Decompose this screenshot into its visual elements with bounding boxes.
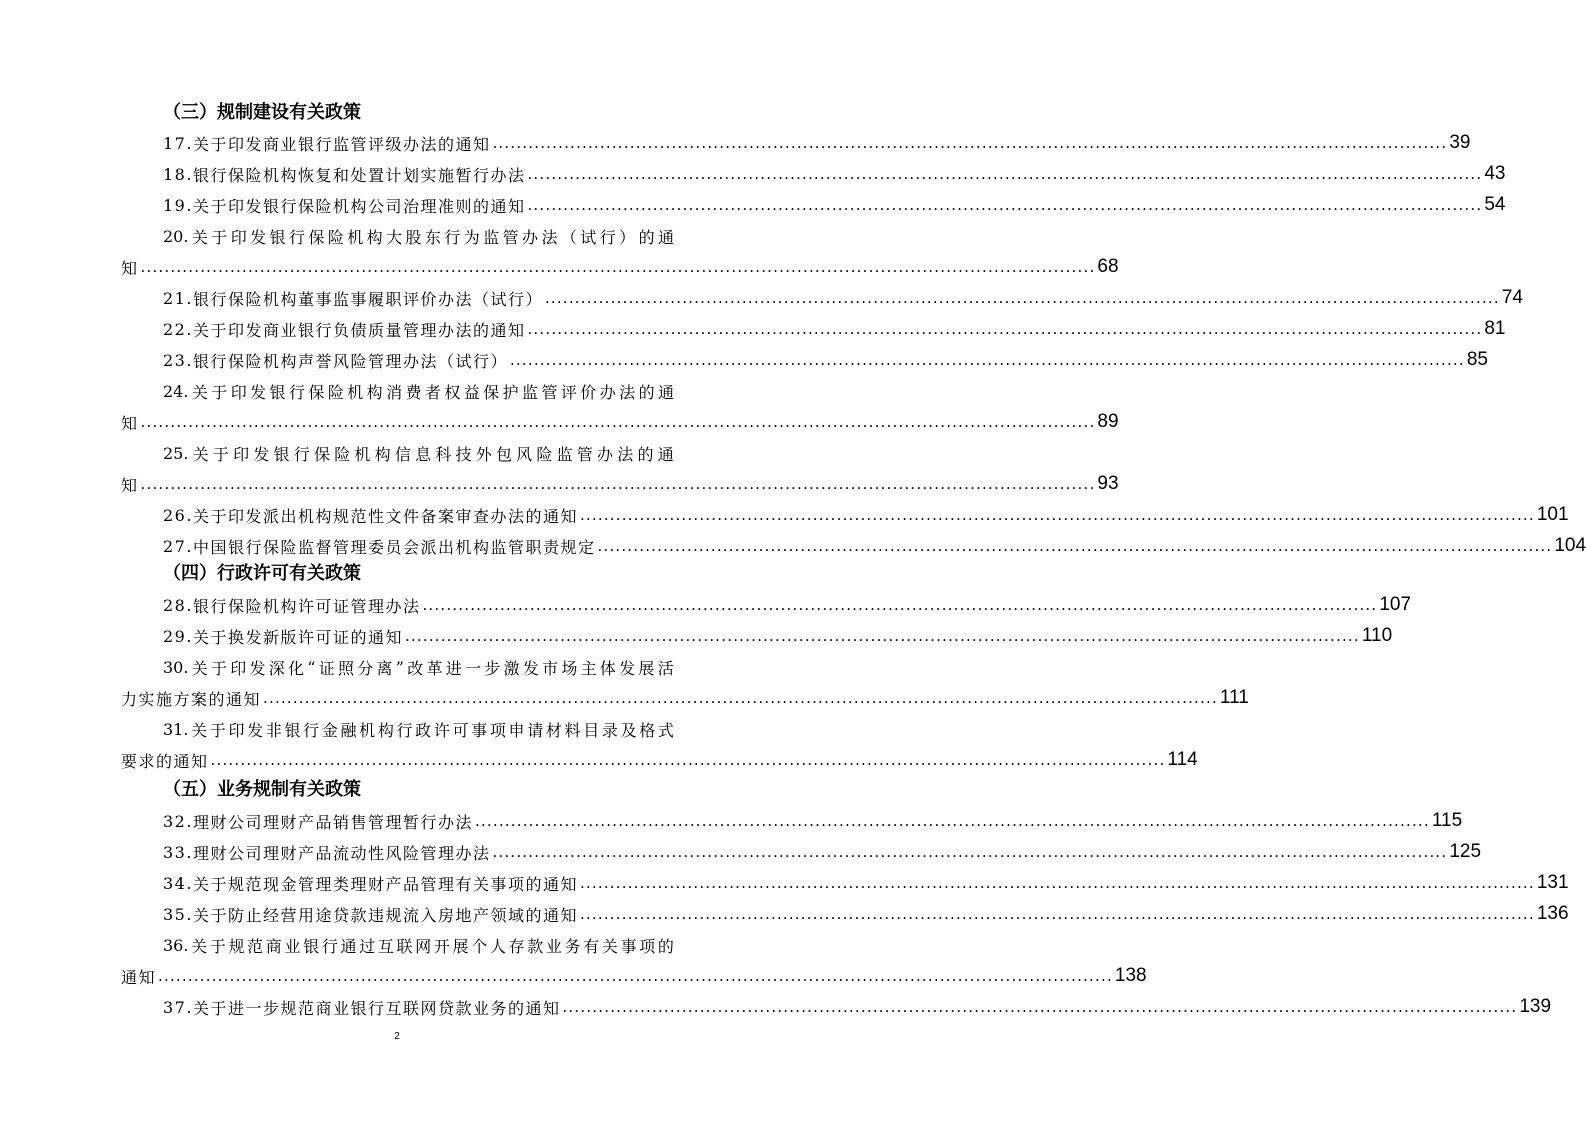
entry-title-char: 展	[638, 658, 655, 678]
entry-number: 35.	[163, 904, 193, 924]
page-ref: 131	[1536, 872, 1569, 893]
entry-title-char: 开	[433, 936, 450, 956]
toc-entry[interactable]	[121, 377, 1119, 436]
page-ref: 115	[1431, 810, 1463, 831]
page-ref: 111	[1219, 687, 1249, 708]
entry-title-char: 的	[638, 382, 655, 402]
toc-entry[interactable]	[121, 284, 1523, 312]
entry-number: 25.	[163, 443, 189, 463]
dot-leader: ................................................................................................................................................................	[422, 596, 1378, 614]
entry-number: 18.	[163, 164, 193, 184]
toc-entry-line	[163, 653, 674, 681]
entry-title-char: 发	[619, 658, 636, 678]
toc-entry-line	[163, 622, 1393, 650]
entry-title-continued: 知	[121, 413, 139, 433]
entry-title-char: 东	[424, 227, 441, 247]
dot-leader: ................................................................................................................................................................	[527, 196, 1483, 214]
entry-title-char: 及	[620, 720, 637, 740]
entry-title: 关于规范现金管理类理财产品管理有关事项的通知	[192, 874, 578, 894]
page-ref: 139	[1519, 996, 1552, 1017]
entry-title-char: “	[307, 657, 316, 677]
entry-title-char: 场	[561, 658, 578, 678]
entry-title-char: 人	[489, 936, 506, 956]
page-ref: 93	[1097, 473, 1119, 494]
entry-number: 19.	[163, 195, 193, 215]
toc-entry-line	[163, 591, 1412, 619]
entry-number: 29.	[163, 626, 193, 646]
entry-title-char: 行	[288, 227, 305, 247]
toc-entry-line	[163, 377, 674, 405]
entry-title-char: 关	[191, 227, 208, 247]
entry-title-char: 业	[284, 936, 301, 956]
entry-title-char: （	[560, 227, 577, 247]
entry-title-char: 发	[253, 444, 270, 464]
dot-leader: ................................................................................................................................................................	[474, 812, 1430, 830]
page-ref: 81	[1484, 318, 1506, 339]
entry-title-continued: 要求的通知	[121, 751, 209, 771]
dot-leader: ................................................................................................................................................................	[263, 689, 1218, 707]
entry-title-char: 事	[620, 936, 637, 956]
dot-leader: ................................................................................................................................................................	[509, 351, 1465, 369]
entry-title-char: 录	[601, 720, 618, 740]
dot-leader: ................................................................................................................................................................	[527, 320, 1483, 338]
toc-entry-line	[163, 931, 674, 959]
entry-title-char: 互	[377, 936, 394, 956]
toc-entry-line	[121, 408, 1119, 436]
entry-title-char: 监	[522, 382, 539, 402]
entry-title-char: 监	[483, 227, 500, 247]
entry-title-char: 项	[639, 936, 656, 956]
toc-entry[interactable]	[121, 869, 1569, 897]
entry-title-char: 过	[359, 936, 376, 956]
entry-title-char: 险	[536, 444, 553, 464]
entry-title-char: 包	[495, 444, 512, 464]
entry-title-char: 风	[516, 444, 533, 464]
entry-title-continued: 知	[121, 258, 139, 278]
entry-title-char: 业	[545, 936, 562, 956]
page-ref: 43	[1484, 163, 1506, 184]
entry-title-continued: 力实施方案的通知	[121, 689, 262, 709]
toc-entry-line	[163, 532, 1586, 560]
toc-entry[interactable]	[121, 591, 1412, 619]
entry-title-char: 存	[508, 936, 525, 956]
entry-title-char: 消	[386, 382, 403, 402]
toc-entry-line	[163, 439, 674, 467]
toc-entry[interactable]	[121, 715, 1198, 774]
entry-title-char: 为	[463, 227, 480, 247]
page-ref: 136	[1536, 903, 1569, 924]
entry-title-char: 的	[637, 444, 654, 464]
toc-entry-line	[163, 129, 1471, 157]
entry-title-char: 行	[444, 227, 461, 247]
entry-title-char: 险	[327, 382, 344, 402]
entry-title-char: 发	[249, 658, 266, 678]
entry-title-char: 网	[415, 936, 432, 956]
entry-number: 24.	[163, 381, 189, 401]
entry-title-char: 于	[212, 444, 229, 464]
entry-number: 23.	[163, 350, 193, 370]
page-ref: 101	[1536, 504, 1569, 525]
entry-title-char: 激	[503, 658, 520, 678]
entry-title-char: 关	[191, 720, 208, 740]
dot-leader: ................................................................................................................................................................	[140, 258, 1096, 276]
toc-entry[interactable]	[121, 160, 1506, 188]
entry-number: 26.	[163, 505, 193, 525]
entry-title-char: 股	[405, 227, 422, 247]
entry-title-char: 息	[415, 444, 432, 464]
dot-leader: ................................................................................................................................................................	[492, 843, 1448, 861]
entry-title-char: 商	[265, 936, 282, 956]
entry-title-char: 通	[657, 227, 674, 247]
entry-title-char: 目	[583, 720, 600, 740]
page-ref: 114	[1167, 749, 1198, 770]
entry-title-char: 于	[211, 227, 228, 247]
entry-title-char: 外	[475, 444, 492, 464]
toc-entry[interactable]	[121, 129, 1471, 157]
entry-title-char: 办	[597, 444, 614, 464]
entry-title-char: 办	[522, 227, 539, 247]
toc-entry-line	[163, 715, 674, 743]
entry-title-char: 申	[508, 720, 525, 740]
entry-title-char: 主	[580, 658, 597, 678]
page-ref: 39	[1449, 132, 1471, 153]
entry-title-char: 法	[619, 382, 636, 402]
entry-title-char: 印	[230, 658, 247, 678]
entry-title-char: 款	[527, 936, 544, 956]
entry-title-char: 机	[359, 720, 376, 740]
entry-title-char: 构	[374, 444, 391, 464]
dot-leader: ................................................................................................................................................................	[492, 134, 1448, 152]
toc-entry[interactable]	[121, 222, 1119, 281]
section-heading: （三）规制建设有关政策	[163, 102, 361, 123]
page-ref: 110	[1361, 625, 1393, 646]
page-number: 2	[394, 1031, 400, 1042]
entry-title-char: 法	[617, 444, 634, 464]
toc-entry-line	[163, 900, 1569, 928]
entry-title-char: 一	[465, 658, 482, 678]
entry-title-char: 办	[599, 382, 616, 402]
entry-title-char: 规	[228, 936, 245, 956]
entry-title-char: 试	[580, 227, 597, 247]
entry-title: 关于印发派出机构规范性文件备案审查办法的通知	[192, 506, 578, 526]
entry-title-char: 大	[386, 227, 403, 247]
page-ref: 104	[1554, 535, 1586, 556]
dot-leader: ................................................................................................................................................................	[210, 751, 1166, 769]
entry-title-char: 发	[250, 382, 267, 402]
entry-number: 17.	[163, 133, 193, 153]
entry-title-char: 金	[321, 720, 338, 740]
entry-title-char: 于	[209, 720, 226, 740]
entry-title-char: 证	[318, 658, 335, 678]
page-ref: 125	[1449, 841, 1482, 862]
entry-title-char: 保	[308, 227, 325, 247]
entry-title-char: 化	[288, 658, 305, 678]
entry-title-char: 材	[545, 720, 562, 740]
entry-title: 理财公司理财产品流动性风险管理办法	[192, 843, 491, 863]
entry-title-char: 的	[638, 227, 655, 247]
page-ref: 89	[1097, 411, 1119, 432]
dot-leader: ................................................................................................................................................................	[404, 627, 1360, 645]
toc-entry[interactable]	[121, 807, 1463, 835]
entry-title-char: 行	[293, 444, 310, 464]
toc-entry[interactable]	[121, 346, 1488, 374]
section-heading: （五）业务规制有关政策	[163, 779, 361, 800]
entry-number: 36.	[163, 935, 189, 955]
entry-title-char: 事	[471, 720, 488, 740]
entry-title-char: 政	[415, 720, 432, 740]
entry-title-char: 银	[284, 720, 301, 740]
section-heading: （四）行政许可有关政策	[163, 563, 361, 584]
entry-title-char: 法	[541, 227, 558, 247]
entry-title-char: 发	[247, 720, 264, 740]
entry-title: 关于防止经营用途贷款违规流入房地产领域的通知	[192, 905, 578, 925]
entry-title: 银行保险机构声誉风险管理办法（试行）	[192, 351, 508, 371]
entry-title: 中国银行保险监督管理委员会派出机构监管职责规定	[192, 537, 596, 557]
toc-entry[interactable]	[121, 622, 1393, 650]
entry-title-char: 通	[657, 382, 674, 402]
entry-title-char: 印	[228, 720, 245, 740]
page-ref: 74	[1501, 287, 1523, 308]
entry-title-continued: 知	[121, 475, 139, 495]
toc-entry[interactable]	[121, 532, 1586, 560]
entry-title-char: 行	[396, 720, 413, 740]
entry-title-char: 科	[435, 444, 452, 464]
dot-leader: ................................................................................................................................................................	[544, 289, 1500, 307]
entry-title-char: 于	[210, 658, 227, 678]
entry-number: 21.	[163, 288, 193, 308]
entry-title-char: 发	[522, 658, 539, 678]
entry-title-char: 步	[484, 658, 501, 678]
entry-title-char: 的	[657, 936, 674, 956]
entry-title-char: 印	[230, 382, 247, 402]
entry-title-char: 护	[502, 382, 519, 402]
entry-title-char: 信	[394, 444, 411, 464]
entry-title-char: 离	[376, 658, 393, 678]
entry-title-char: 银	[269, 382, 286, 402]
toc-entry-line	[163, 993, 1552, 1021]
entry-title: 理财公司理财产品销售管理暂行办法	[192, 812, 473, 832]
entry-title-char: 权	[444, 382, 461, 402]
page-ref: 138	[1114, 965, 1147, 986]
toc-entry-line	[121, 253, 1119, 281]
dot-leader: ................................................................................................................................................................	[562, 998, 1518, 1016]
entry-title: 关于进一步规范商业银行互联网贷款业务的通知	[192, 998, 561, 1018]
page-ref: 107	[1379, 594, 1412, 615]
entry-title-char: 通	[340, 936, 357, 956]
entry-title-char: 格	[639, 720, 656, 740]
entry-title-char: 务	[564, 936, 581, 956]
entry-title-char: 印	[233, 444, 250, 464]
entry-title-char: 行	[599, 227, 616, 247]
entry-title-char: 险	[334, 444, 351, 464]
toc-entry-line	[121, 684, 1249, 712]
entry-title: 银行保险机构许可证管理办法	[192, 596, 421, 616]
dot-leader: ................................................................................................................................................................	[579, 905, 1535, 923]
entry-title-char: ）	[619, 227, 636, 247]
entry-title-char: 者	[424, 382, 441, 402]
toc-entry-line	[163, 284, 1523, 312]
entry-title-char: 构	[377, 720, 394, 740]
entry-number: 32.	[163, 811, 193, 831]
entry-number: 33.	[163, 842, 193, 862]
entry-title-char: 技	[455, 444, 472, 464]
entry-title-char: 行	[303, 720, 320, 740]
entry-title-char: 改	[407, 658, 424, 678]
entry-title-char: 关	[191, 658, 208, 678]
entry-title-char: 管	[502, 227, 519, 247]
entry-number: 20.	[163, 226, 189, 246]
entry-title-char: 关	[191, 382, 208, 402]
page-ref: 68	[1097, 256, 1119, 277]
toc-entry-line	[163, 838, 1482, 866]
entry-title-char: 管	[541, 382, 558, 402]
dot-leader: ................................................................................................................................................................	[527, 165, 1483, 183]
entry-title: 银行保险机构董事监事履职评价办法（试行）	[192, 289, 543, 309]
entry-title-char: ”	[395, 657, 404, 677]
dot-leader: ................................................................................................................................................................	[597, 537, 1553, 555]
entry-title-char: 有	[583, 936, 600, 956]
entry-title-char: 照	[338, 658, 355, 678]
toc-entry-line	[163, 346, 1488, 374]
entry-title-char: 保	[483, 382, 500, 402]
toc-entry-line	[121, 470, 1119, 498]
dot-leader: ................................................................................................................................................................	[579, 874, 1535, 892]
toc-entry-line	[163, 191, 1506, 219]
entry-title-char: 项	[489, 720, 506, 740]
entry-title-char: 银	[273, 444, 290, 464]
entry-title-char: 范	[247, 936, 264, 956]
entry-title-char: 可	[452, 720, 469, 740]
toc-entry[interactable]	[121, 838, 1482, 866]
entry-title-char: 评	[560, 382, 577, 402]
entry-title-char: 市	[542, 658, 559, 678]
entry-title-char: 构	[366, 382, 383, 402]
entry-title-char: 保	[308, 382, 325, 402]
entry-number: 31.	[163, 719, 189, 739]
entry-title-char: 益	[463, 382, 480, 402]
toc-entry[interactable]	[121, 315, 1506, 343]
entry-title-char: 银	[303, 936, 320, 956]
entry-title-char: 价	[580, 382, 597, 402]
toc-entry-line	[163, 160, 1506, 188]
entry-title-char: 发	[250, 227, 267, 247]
entry-title-char: 深	[268, 658, 285, 678]
entry-number: 30.	[163, 657, 189, 677]
entry-title: 关于印发商业银行监管评级办法的通知	[192, 134, 491, 154]
entry-title-char: 关	[192, 444, 209, 464]
toc-entry[interactable]	[121, 501, 1569, 529]
entry-title-char: 机	[347, 382, 364, 402]
entry-title-char: 于	[211, 382, 228, 402]
entry-title-char: 险	[327, 227, 344, 247]
entry-number: 37.	[163, 997, 193, 1017]
entry-title: 关于印发银行保险机构公司治理准则的通知	[192, 196, 526, 216]
entry-title-char: 通	[657, 444, 674, 464]
entry-title-char: 机	[354, 444, 371, 464]
entry-title-char: 行	[321, 936, 338, 956]
entry-title-char: 费	[405, 382, 422, 402]
entry-title-char: 请	[527, 720, 544, 740]
entry-title-char: 管	[576, 444, 593, 464]
entry-number: 34.	[163, 873, 193, 893]
entry-title-char: 联	[396, 936, 413, 956]
entry-title-char: 关	[191, 936, 208, 956]
toc-entry-line	[163, 807, 1463, 835]
entry-title-char: 分	[357, 658, 374, 678]
page-ref: 85	[1466, 349, 1488, 370]
page-ref: 54	[1484, 194, 1506, 215]
entry-title-char: 非	[265, 720, 282, 740]
entry-number: 22.	[163, 319, 193, 339]
entry-title: 关于印发商业银行负债质量管理办法的通知	[192, 320, 526, 340]
entry-title-char: 关	[601, 936, 618, 956]
toc-entry[interactable]	[121, 439, 1119, 498]
entry-title-char: 体	[599, 658, 616, 678]
entry-title-char: 展	[452, 936, 469, 956]
entry-title-char: 银	[269, 227, 286, 247]
toc-entry-line	[163, 315, 1506, 343]
entry-title-char: 印	[230, 227, 247, 247]
entry-title-char: 许	[433, 720, 450, 740]
entry-title-char: 构	[366, 227, 383, 247]
entry-title-char: 保	[313, 444, 330, 464]
entry-title-char: 融	[340, 720, 357, 740]
entry-title-char: 式	[657, 720, 674, 740]
toc-entry-line	[121, 746, 1198, 774]
toc-entry[interactable]	[121, 931, 1147, 990]
dot-leader: ................................................................................................................................................................	[140, 413, 1096, 431]
entry-title-char: 革	[426, 658, 443, 678]
entry-title-char: 监	[556, 444, 573, 464]
toc-entry[interactable]	[121, 900, 1569, 928]
entry-title-char: 行	[288, 382, 305, 402]
toc-entry-line	[121, 962, 1147, 990]
toc-entry[interactable]	[121, 993, 1552, 1021]
entry-title-char: 机	[347, 227, 364, 247]
entry-title: 关于换发新版许可证的通知	[192, 627, 403, 647]
toc-entry-line	[163, 222, 674, 250]
entry-title-char: 个	[471, 936, 488, 956]
entry-title: 银行保险机构恢复和处置计划实施暂行办法	[192, 165, 526, 185]
entry-title-char: 活	[657, 658, 674, 678]
toc-entry[interactable]	[121, 653, 1249, 712]
entry-number: 27.	[163, 536, 193, 556]
entry-title-continued: 通知	[121, 967, 157, 987]
entry-title-char: 于	[209, 936, 226, 956]
entry-number: 28.	[163, 595, 193, 615]
dot-leader: ................................................................................................................................................................	[158, 967, 1113, 985]
toc-entry-line	[163, 501, 1569, 529]
toc-entry-line	[163, 869, 1569, 897]
dot-leader: ................................................................................................................................................................	[140, 475, 1096, 493]
dot-leader: ................................................................................................................................................................	[579, 506, 1535, 524]
entry-title-char: 进	[445, 658, 462, 678]
entry-title-char: 料	[564, 720, 581, 740]
toc-entry[interactable]	[121, 191, 1506, 219]
